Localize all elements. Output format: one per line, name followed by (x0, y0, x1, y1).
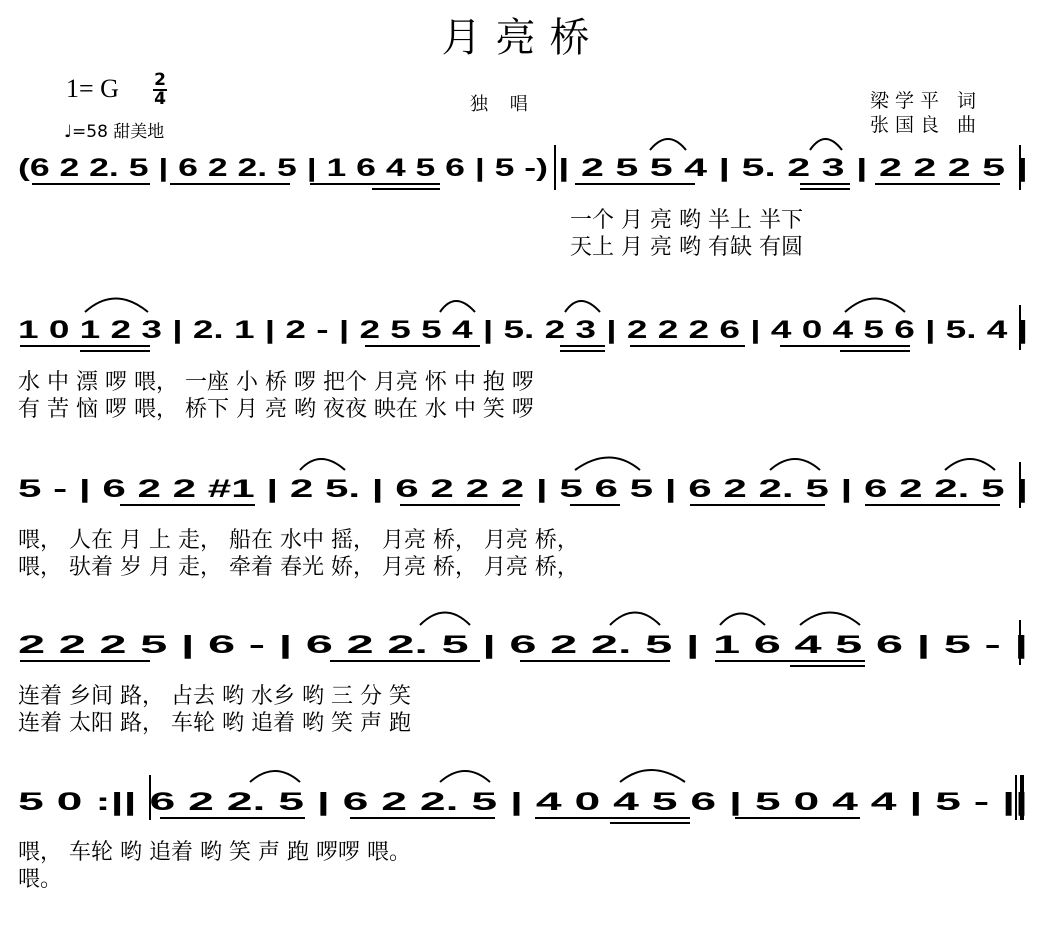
lyric-line-5a: 喂， 车轮 哟 追着 哟 笑 声 跑 啰啰 喂。 (18, 840, 411, 865)
staff-line-3 (18, 475, 1028, 503)
meter-bottom: 4 (154, 89, 166, 109)
composer-credit: 张国良 曲 (870, 114, 983, 136)
staff-line-4 (18, 631, 1028, 659)
lyric-line-5b: 喂。 (18, 867, 63, 892)
staff-5-notes: 5 0 :|| 6 2 2. 5 | 6 2 2. 5 | 4 0 4 5 6 | 5 0 4 4 | 5 - || (18, 788, 1028, 816)
staff-3-notes: 5 - | 6 2 2 #1 | 2 5. | 6 2 2 2 | 5 6 5 | 6 2 2. 5 | 6 2 2. 5 | (18, 475, 1028, 503)
lyricist-credit: 梁学平 词 (870, 90, 983, 112)
staff-1-intro: (6 2 2. 5 | 6 2 2. 5 | 1 6 4 5 6 | 5 -) (18, 154, 548, 182)
staff-2-notes: 1 0 1 2 3 | 2. 1 | 2 - | 2 5 5 4 | 5. 2 3 | 2 2 2 6 | 4 0 4 5 6 | 5. 4 | (18, 316, 1028, 344)
meter-top: 2 (154, 70, 166, 90)
staff-line-1 (18, 154, 1028, 182)
key-signature: 1= G (66, 74, 119, 103)
staff-4-notes: 2 2 2 5 | 6 - | 6 2 2. 5 | 6 2 2. 5 | 1 6 4 5 6 | 5 - | (18, 631, 1028, 659)
lyric-line-4a: 连着 乡间 路， 占去 哟 水乡 哟 三 分 笑 (18, 684, 411, 709)
lyric-line-3b: 喂， 驮着 岁 月 走， 牵着 春光 娇， 月亮 桥， 月亮 桥， (18, 555, 579, 580)
lyric-line-2a: 水 中 漂 啰 喂， 一座 小 桥 啰 把个 月亮 怀 中 抱 啰 (18, 370, 534, 395)
staff-line-5 (18, 788, 1028, 816)
lyric-line-1a: 一个 月 亮 哟 半上 半下 (570, 208, 803, 233)
lyric-line-4b: 连着 太阳 路， 车轮 哟 追着 哟 笑 声 跑 (18, 711, 411, 736)
lyric-line-1b: 天上 月 亮 哟 有缺 有圆 (570, 235, 803, 260)
staff-line-2 (18, 316, 1028, 344)
tempo-marking: ♩=58 甜美地 (64, 122, 165, 142)
performance-type: 独 唱 (470, 94, 536, 115)
lyric-line-2b: 有 苦 恼 啰 喂， 桥下 月 亮 哟 夜夜 映在 水 中 笑 啰 (18, 397, 534, 422)
lyric-line-3a: 喂， 人在 月 上 走， 船在 水中 摇， 月亮 桥， 月亮 桥， (18, 528, 579, 553)
staff-1-verse: | 2 5 5 4 | 5. 2 3 | 2 2 2 5 | (558, 154, 1028, 182)
song-title: 月亮桥 (441, 15, 604, 61)
